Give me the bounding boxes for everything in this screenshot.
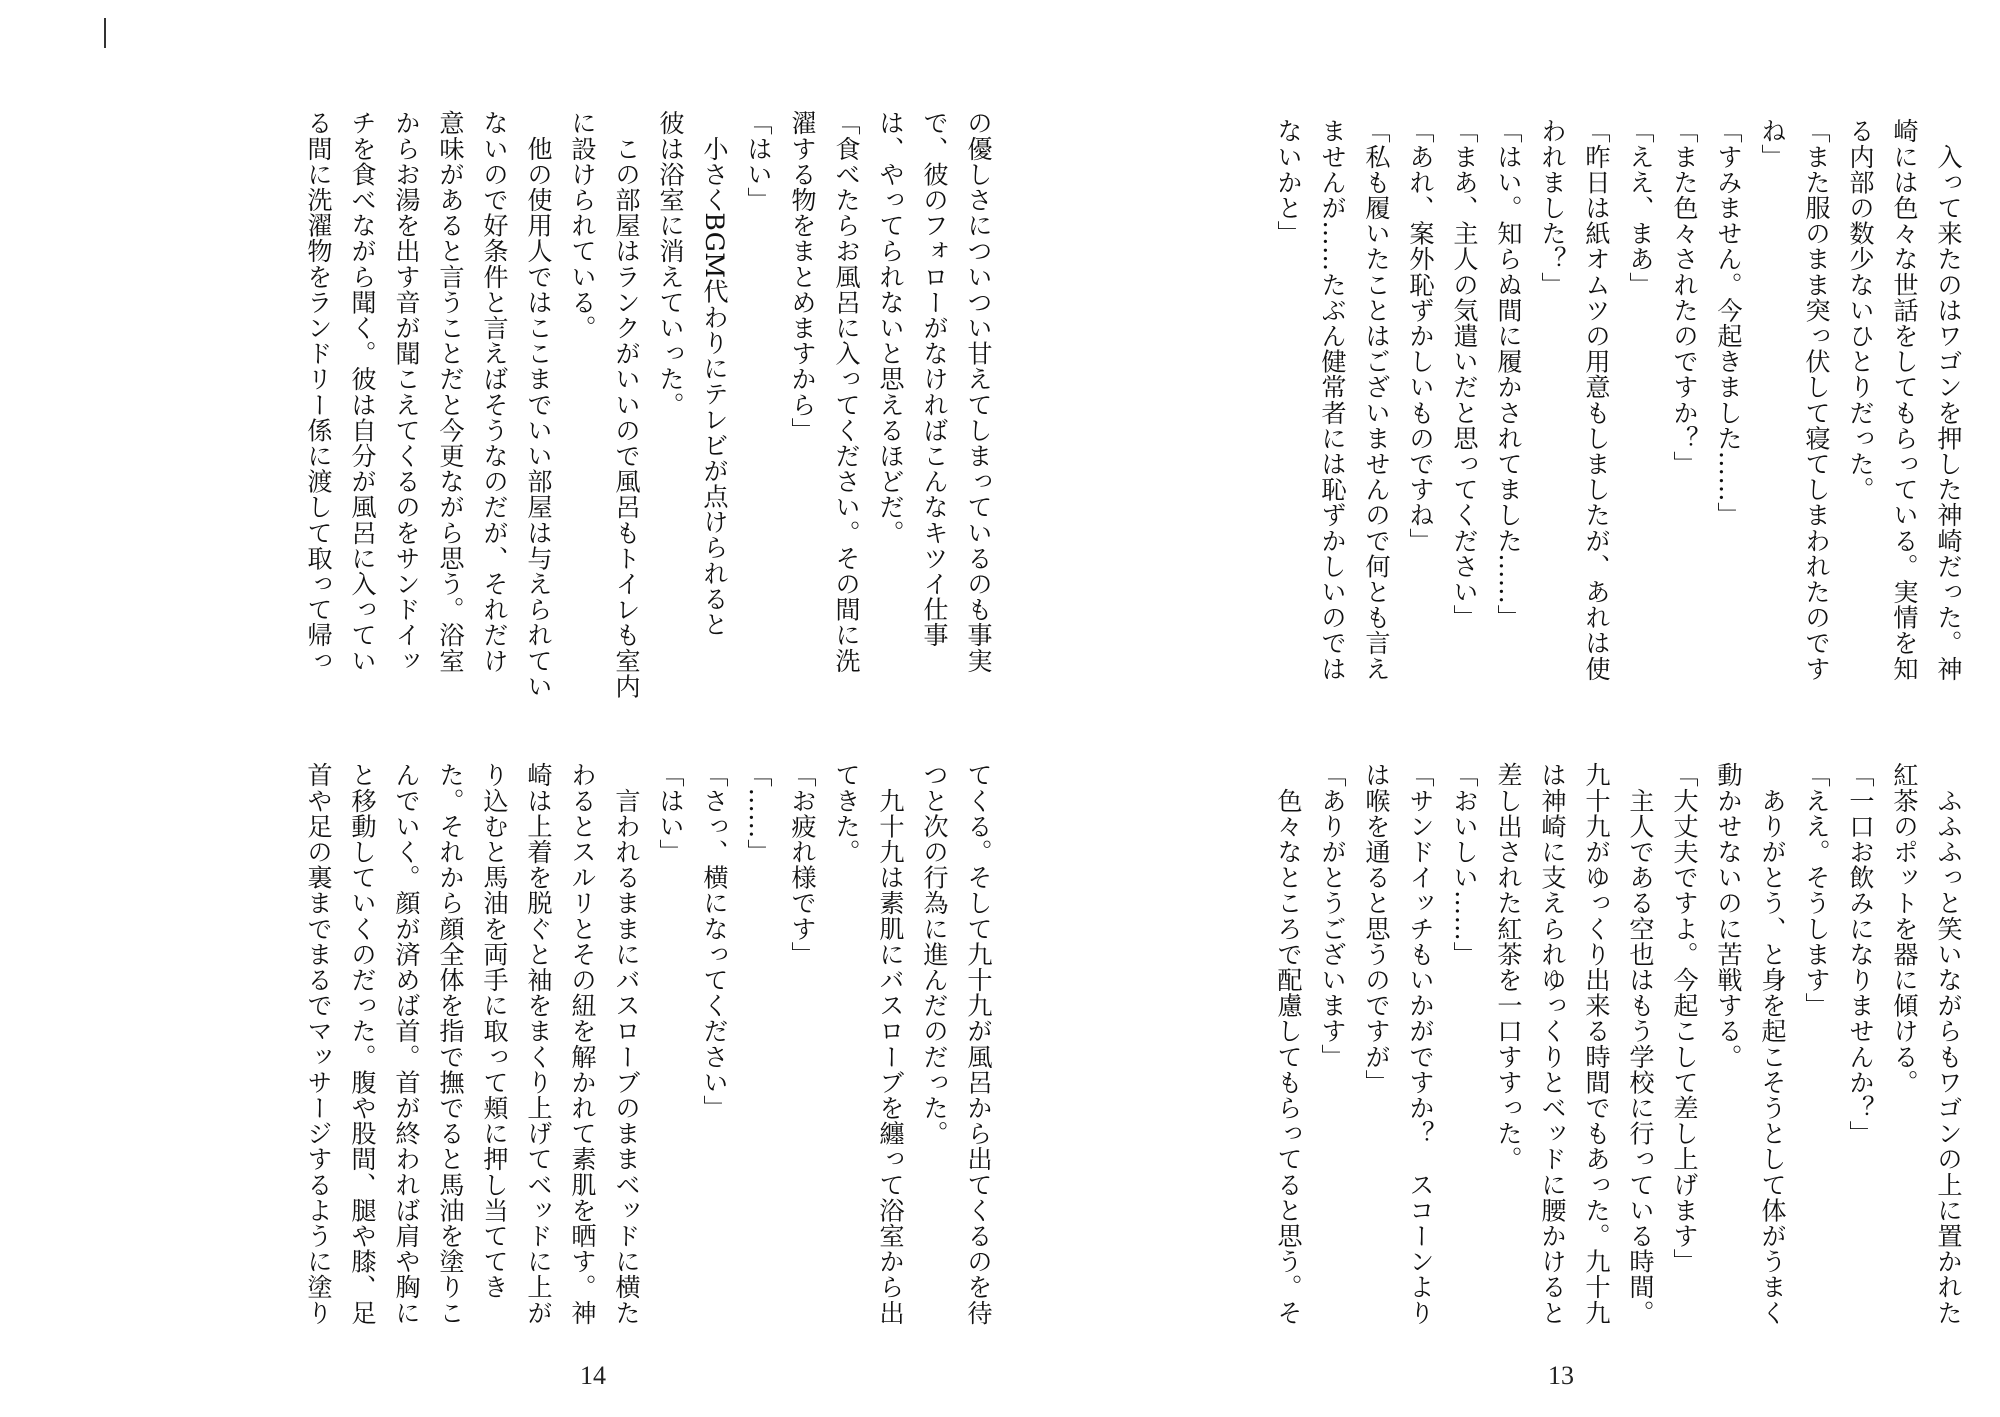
text-line: 首や足の裏までまるでマッサージするように塗り xyxy=(304,762,333,1326)
text-line: 紅茶のポットを器に傾ける。 xyxy=(1890,762,1919,1095)
text-line: わるとスルリとその紐を解かれて素肌を晒す。神 xyxy=(568,762,597,1326)
page-13 xyxy=(1000,0,2000,1417)
text-line: は神崎に支えられゆっくりとベッドに腰かけると xyxy=(1538,762,1567,1326)
text-line: 主人である空也はもう学校に行っている時間。 xyxy=(1626,762,1655,1326)
text-line: は、やってられないと思えるほどだ。 xyxy=(876,110,905,546)
text-line: 「……」 xyxy=(744,762,773,865)
text-line: た。それから顔全体を指で撫でると馬油を塗りこ xyxy=(436,762,465,1326)
text-line: てくる。そして九十九が風呂から出てくるのを待 xyxy=(964,762,993,1326)
text-line: 彼は浴室に消えていった。 xyxy=(656,110,685,418)
text-line: 「はい。知らぬ間に履かされてました……」 xyxy=(1494,118,1523,630)
text-line: と移動していくのだった。腹や股間、腿や膝、足 xyxy=(348,762,377,1326)
text-line: 差し出された紅茶を一口すすった。 xyxy=(1494,762,1523,1172)
text-line: の優しさについつい甘えてしまっているのも事実 xyxy=(964,110,993,674)
text-line: 言われるままにバスローブのままベッドに横た xyxy=(612,762,641,1326)
text-line: 「ええ、まあ」 xyxy=(1626,118,1655,298)
text-line: り込むと馬油を両手に取って頬に押し当ててき xyxy=(480,762,509,1300)
text-line: 崎には色々な世話をしてもらっている。実情を知 xyxy=(1890,118,1919,682)
text-line: 意味があると言うことだと今更ながら思う。浴室 xyxy=(436,110,465,674)
text-line: この部屋はランクがいいので風呂もトイレも室内 xyxy=(612,110,641,699)
text-line: 崎は上着を脱ぐと袖をまくり上げてベッドに上が xyxy=(524,762,553,1326)
text-line: 九十九がゆっくり出来る時間でもあった。九十九 xyxy=(1582,762,1611,1326)
text-line: 「また服のまま突っ伏して寝てしまわれたのです xyxy=(1802,118,1831,682)
text-line: 「おいしい……」 xyxy=(1450,762,1479,967)
text-line: ませんが……たぶん健常者には恥ずかしいのでは xyxy=(1318,118,1347,682)
text-line: 「一口お飲みになりませんか？」 xyxy=(1846,762,1875,1146)
text-line: に設けられている。 xyxy=(568,110,597,341)
text-line: る内部の数少ないひとりだった。 xyxy=(1846,118,1875,502)
text-line: る間に洗濯物をランドリー係に渡して取って帰っ xyxy=(304,110,333,674)
text-line: 動かせないのに苦戦する。 xyxy=(1714,762,1743,1070)
text-line: 「さっ、横になってください」 xyxy=(700,762,729,1121)
text-line: 「食べたらお風呂に入ってください。その間に洗 xyxy=(832,110,861,674)
text-line: 「まあ、主人の気遣いだと思ってください」 xyxy=(1450,118,1479,630)
text-line: 「あれ、案外恥ずかしいものですね」 xyxy=(1406,118,1435,554)
text-line: からお湯を出す音が聞こえてくるのをサンドイッ xyxy=(392,110,421,674)
text-line: 色々なところで配慮してもらってると思う。そ xyxy=(1274,762,1303,1326)
text-line: 九十九は素肌にバスローブを纏って浴室から出 xyxy=(876,762,905,1326)
text-line: 「昨日は紙オムツの用意もしましたが、あれは使 xyxy=(1582,118,1611,682)
text-line: んでいく。顔が済めば首。首が終われば肩や胸に xyxy=(392,762,421,1326)
text-line: ありがとう、と身を起こそうとして体がうまく xyxy=(1758,762,1787,1326)
text-line: 「はい」 xyxy=(744,110,773,213)
text-line: は喉を通ると思うのですが」 xyxy=(1362,762,1391,1095)
text-line: チを食べながら聞く。彼は自分が風呂に入ってい xyxy=(348,110,377,674)
text-line: てきた。 xyxy=(832,762,861,865)
text-line: 「ありがとうございます」 xyxy=(1318,762,1347,1070)
text-line: 「大丈夫ですよ。今起こして差し上げます」 xyxy=(1670,762,1699,1274)
page-14-bottom-column xyxy=(192,762,1000,1392)
text-line: 濯する物をまとめますから」 xyxy=(788,110,817,443)
text-line: つと次の行為に進んだのだった。 xyxy=(920,762,949,1146)
page-number: 13 xyxy=(1548,1361,1574,1390)
page-13-top-column xyxy=(1112,118,1970,732)
text-line: 入って来たのはワゴンを押した神崎だった。神 xyxy=(1934,118,1963,682)
text-line: 「ええ。そうします」 xyxy=(1802,762,1831,1018)
text-line: 「サンドイッチもいかがですか？ スコーンより xyxy=(1406,762,1435,1326)
text-line: 「はい」 xyxy=(656,762,685,865)
page-number: 14 xyxy=(580,1361,606,1390)
text-line: ふふふっと笑いながらもワゴンの上に置かれた xyxy=(1934,762,1963,1326)
text-line: で、彼のフォローがなければこんなキツイ仕事 xyxy=(920,110,949,648)
text-line: 「また色々されたのですか？」 xyxy=(1670,118,1699,477)
text-line: 「私も履いたことはございませんので何とも言え xyxy=(1362,118,1391,682)
text-line: ないので好条件と言えばそうなのだが、それだけ xyxy=(480,110,509,674)
text-line: われました？」 xyxy=(1538,118,1567,298)
text-line: 「お疲れ様です」 xyxy=(788,762,817,967)
text-line: 他の使用人ではここまでいい部屋は与えられてい xyxy=(524,110,553,699)
text-line: ないかと」 xyxy=(1274,118,1303,246)
text-line: ね」 xyxy=(1758,118,1787,170)
text-line: 「すみません。今起きました……」 xyxy=(1714,118,1743,528)
text-line: 小さくBGM代わりにテレビが点けられると xyxy=(700,110,729,637)
page-13-bottom-column xyxy=(1112,762,1970,1392)
page-14-top-column xyxy=(192,110,1000,732)
